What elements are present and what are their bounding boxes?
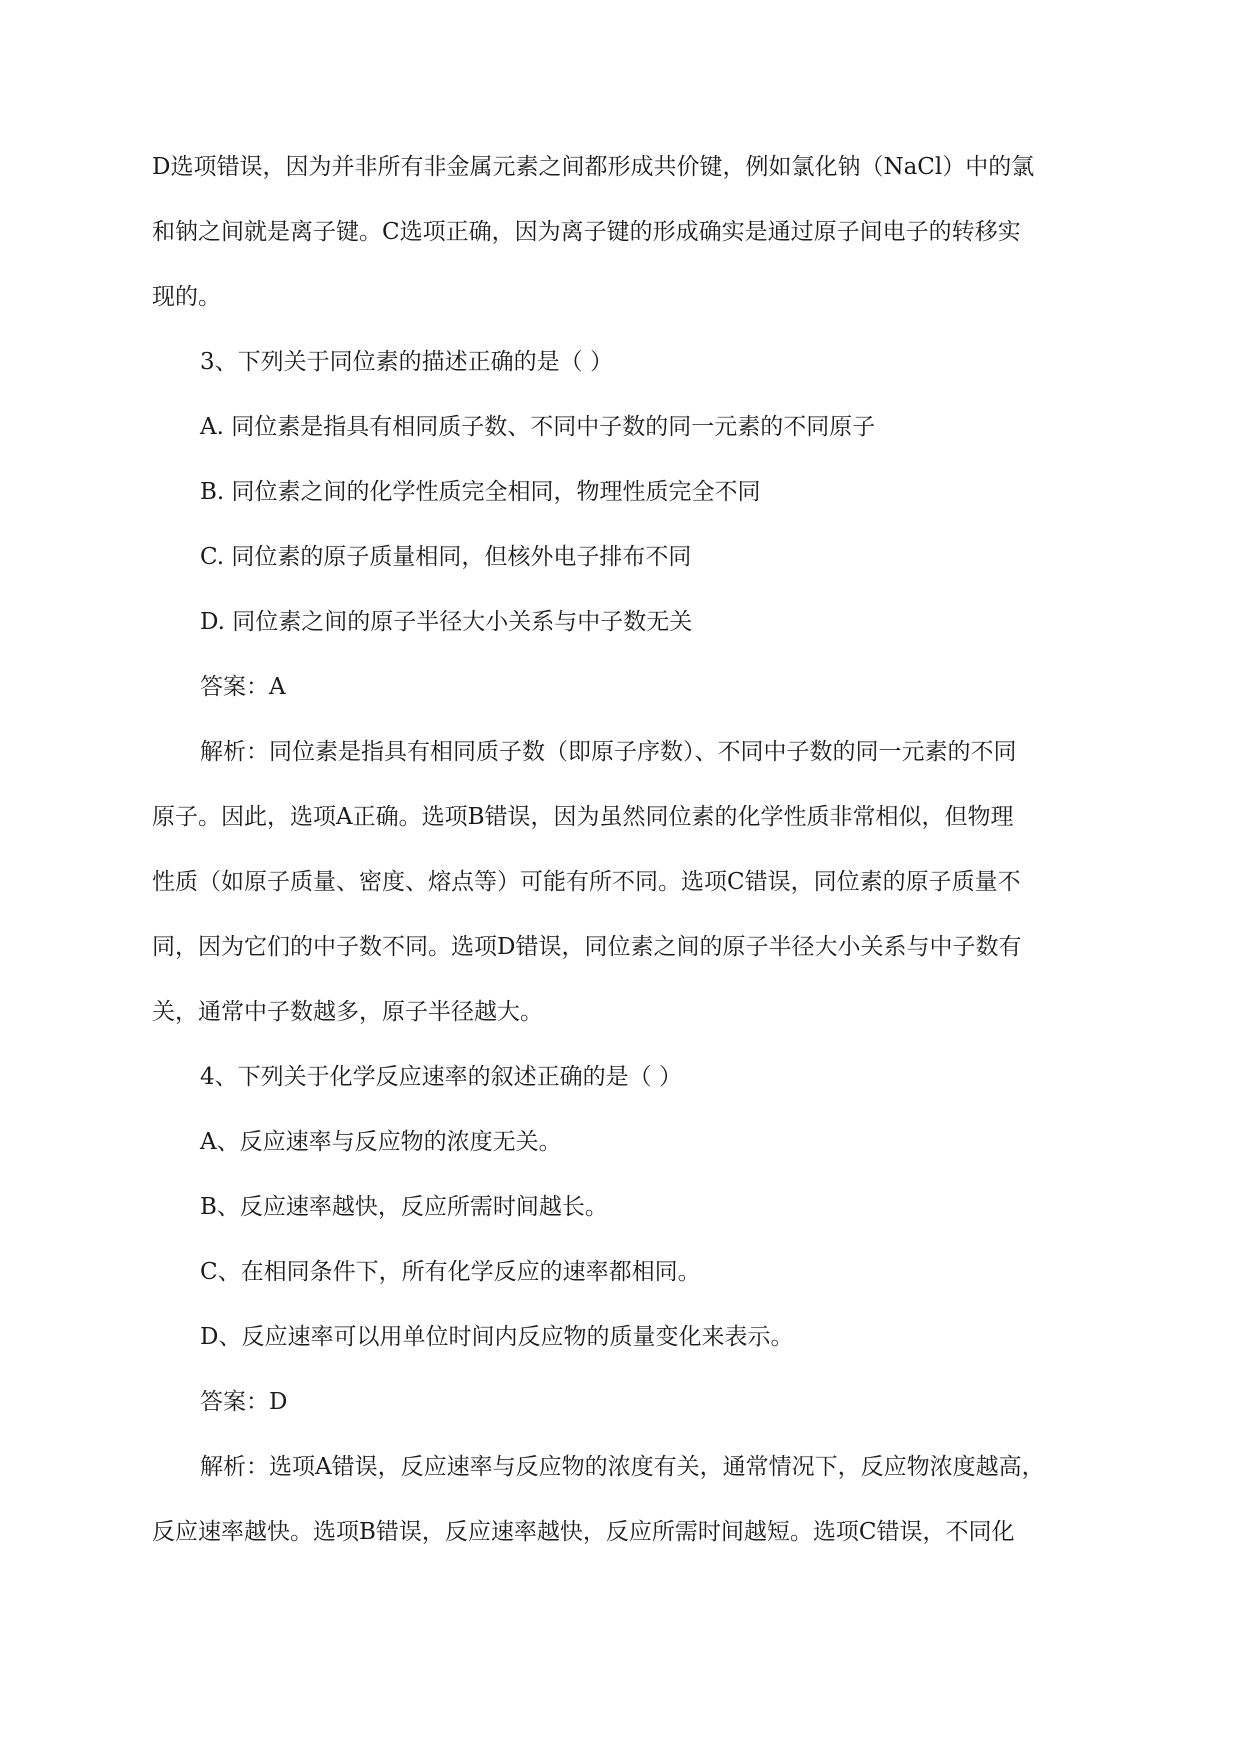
paragraph-line: D选项错误，因为并非所有非金属元素之间都形成共价键，例如氯化钠（NaCl）中的氯 <box>152 154 1035 180</box>
analysis-line: 关，通常中子数越多，原子半径越大。 <box>152 999 543 1025</box>
option-a: A. 同位素是指具有相同质子数、不同中子数的同一元素的不同原子 <box>200 414 876 440</box>
paragraph-line: 现的。 <box>152 284 221 310</box>
question-4-title: 4、下列关于化学反应速率的叙述正确的是（ ） <box>200 1064 682 1090</box>
option-c: C. 同位素的原子质量相同，但核外电子排布不同 <box>200 544 692 570</box>
answer: 答案：D <box>200 1389 288 1415</box>
analysis-line: 反应速率越快。选项B错误，反应速率越快，反应所需时间越短。选项C错误，不同化 <box>152 1519 1015 1545</box>
analysis-line: 解析：同位素是指具有相同质子数（即原子序数）、不同中子数的同一元素的不同 <box>200 739 1017 765</box>
analysis-line: 性质（如原子质量、密度、熔点等）可能有所不同。选项C错误，同位素的原子质量不 <box>152 869 1021 895</box>
paragraph-line: 和钠之间就是离子键。C选项正确，因为离子键的形成确实是通过原子间电子的转移实 <box>152 219 1021 245</box>
analysis-line: 同，因为它们的中子数不同。选项D错误，同位素之间的原子半径大小关系与中子数有 <box>152 934 1022 960</box>
analysis-line: 解析：选项A错误，反应速率与反应物的浓度有关，通常情况下，反应物浓度越高， <box>200 1454 1045 1480</box>
analysis-line: 原子。因此，选项A正确。选项B错误，因为虽然同位素的化学性质非常相似，但物理 <box>152 804 1014 830</box>
question-3-title: 3、下列关于同位素的描述正确的是（ ） <box>200 349 613 375</box>
option-b: B、反应速率越快，反应所需时间越长。 <box>200 1194 608 1220</box>
option-b: B. 同位素之间的化学性质完全相同，物理性质完全不同 <box>200 479 761 505</box>
answer: 答案：A <box>200 674 286 700</box>
option-c: C、在相同条件下，所有化学反应的速率都相同。 <box>200 1259 701 1285</box>
option-d: D、反应速率可以用单位时间内反应物的质量变化来表示。 <box>200 1324 794 1350</box>
option-d: D. 同位素之间的原子半径大小关系与中子数无关 <box>200 609 693 635</box>
option-a: A、反应速率与反应物的浓度无关。 <box>200 1129 562 1155</box>
